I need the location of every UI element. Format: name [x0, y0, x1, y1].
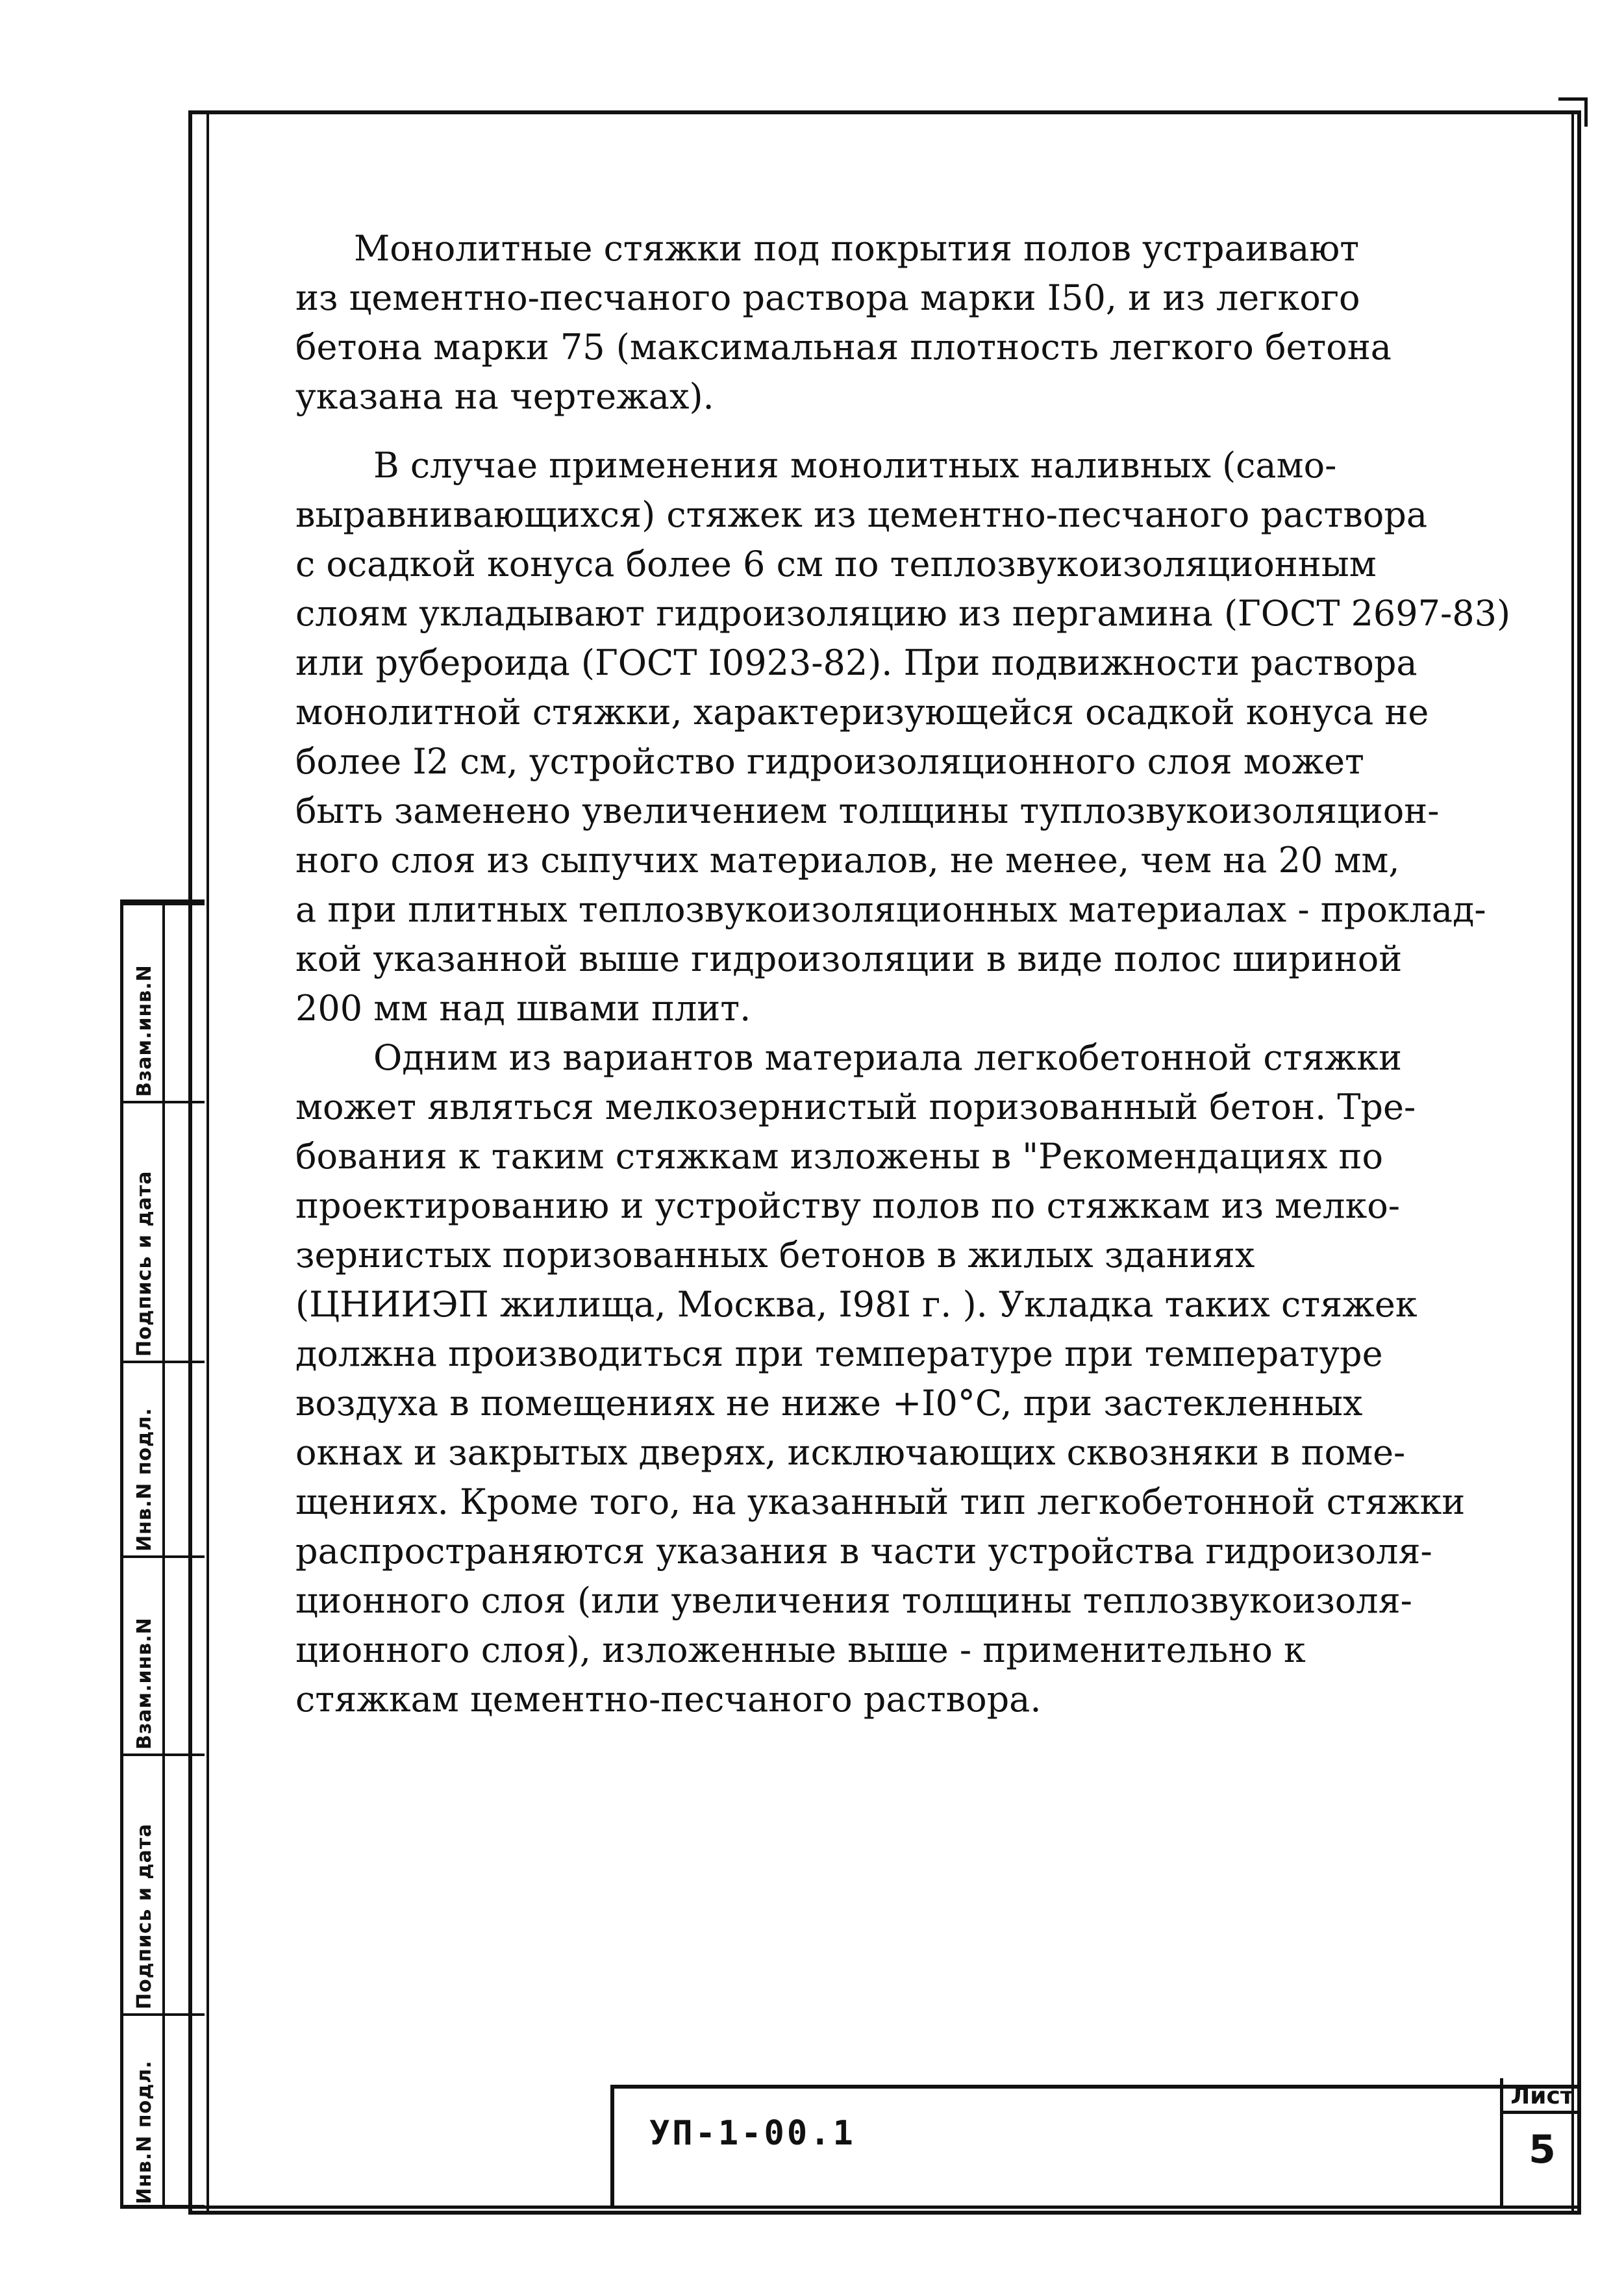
text-line: слоям укладывают гидроизоляцию из пергамина (ГОСТ 2697-83)	[295, 593, 1511, 634]
frame-right-rule	[1571, 114, 1574, 2215]
stamp-cell-6	[123, 903, 205, 1101]
paragraph-1	[295, 224, 1477, 273]
text-line: В случае применения монолитных наливных (само-	[373, 445, 1337, 486]
stamp-label: Взам.инв.N	[133, 1617, 156, 1750]
text-line: кой указанной выше гидроизоляции в виде полос шириной	[295, 938, 1403, 979]
text-line: может являться мелкозернистый поризованный бетон. Тре-	[295, 1087, 1416, 1127]
text-line: более I2 см, устройство гидроизоляционного слоя может	[295, 741, 1364, 782]
document-code: УП-1-00.1	[649, 2114, 856, 2153]
text-line: указана на чертежах).	[295, 376, 714, 417]
text-line: 200 мм над швами плит.	[295, 988, 751, 1029]
text-line: должна производиться при температуре при температуре	[295, 1333, 1383, 1374]
corner-mark	[1558, 97, 1588, 127]
text-line: (ЦНИИЭП жилища, Москва, I98I г. ). Укладка таких стяжек	[295, 1284, 1418, 1325]
text-line: а при плитных теплозвукоизоляционных материалах - проклад-	[295, 889, 1486, 930]
text-line: ного слоя из сыпучих материалов, не менее, чем на 20 мм,	[295, 840, 1400, 881]
stamp-cell-2	[123, 1754, 205, 2013]
text-line: ционного слоя (или увеличения толщины теплозвукоизоля-	[295, 1580, 1412, 1621]
text-line: из цементно-песчаного раствора марки I50, и из легкого	[295, 277, 1360, 318]
stamp-cell-4	[123, 1361, 205, 1555]
text-line: окнах и закрытых дверях, исключающих сквозняки в поме-	[295, 1432, 1406, 1473]
text-line: Монолитные стяжки под покрытия полов устраивают	[354, 228, 1360, 269]
sheet-label: Лист	[1503, 2078, 1581, 2114]
stamp-label: Подпись и дата	[133, 1823, 156, 2009]
stamp-cell-5	[123, 1101, 205, 1361]
frame-inner-rule	[206, 114, 209, 2215]
text-line: воздуха в помещениях не ниже +I0°C, при застекленных	[295, 1383, 1363, 1424]
paragraph-2	[295, 441, 1511, 1033]
text-line: бетона марки 75 (максимальная плотность легкого бетона	[295, 327, 1392, 368]
sheet-number: 5	[1529, 2127, 1556, 2172]
text-line: с осадкой конуса более 6 см по теплозвукоизоляционным	[295, 544, 1377, 585]
stamp-label: Инв.N подл.	[133, 2060, 156, 2204]
text-line: распространяются указания в части устройства гидроизоля-	[295, 1531, 1432, 1572]
text-line: ционного слоя), изложенные выше - применительно к	[295, 1629, 1306, 1670]
text-line: стяжкам цементно-песчаного раствора.	[295, 1679, 1042, 1720]
sheet-number-box	[1500, 2078, 1581, 2208]
stamp-label: Взам.инв.N	[133, 964, 156, 1097]
body-text	[295, 224, 1511, 1724]
paragraph-1-cont	[295, 273, 1477, 421]
stamp-label: Инв.N подл.	[133, 1407, 156, 1552]
text-line: быть заменено увеличением толщины туплозвукоизоляцион-	[295, 790, 1440, 831]
text-line: зернистых поризованных бетонов в жилых зданиях	[295, 1235, 1255, 1276]
text-line: или рубероида (ГОСТ I0923-82). При подвижности раствора	[295, 642, 1418, 683]
stamp-cell-1	[123, 2013, 205, 2208]
stamp-label: Подпись и дата	[133, 1170, 156, 1357]
text-line: бования к таким стяжкам изложены в "Рекомендациях по	[295, 1136, 1383, 1177]
text-line: проектированию и устройству полов по стяжкам из мелко-	[295, 1185, 1400, 1226]
stamp-cell-3	[123, 1555, 205, 1754]
paragraph-3	[295, 1033, 1477, 1724]
text-line: Одним из вариантов материала легкобетонной стяжки	[373, 1037, 1402, 1078]
text-line: щениях. Кроме того, на указанный тип легкобетонной стяжки	[295, 1481, 1466, 1522]
text-line: монолитной стяжки, характеризующейся осадкой конуса не	[295, 692, 1429, 733]
text-line: выравнивающихся) стяжек из цементно-песчаного раствора	[295, 494, 1428, 535]
binding-stamp-strip	[120, 899, 205, 2208]
